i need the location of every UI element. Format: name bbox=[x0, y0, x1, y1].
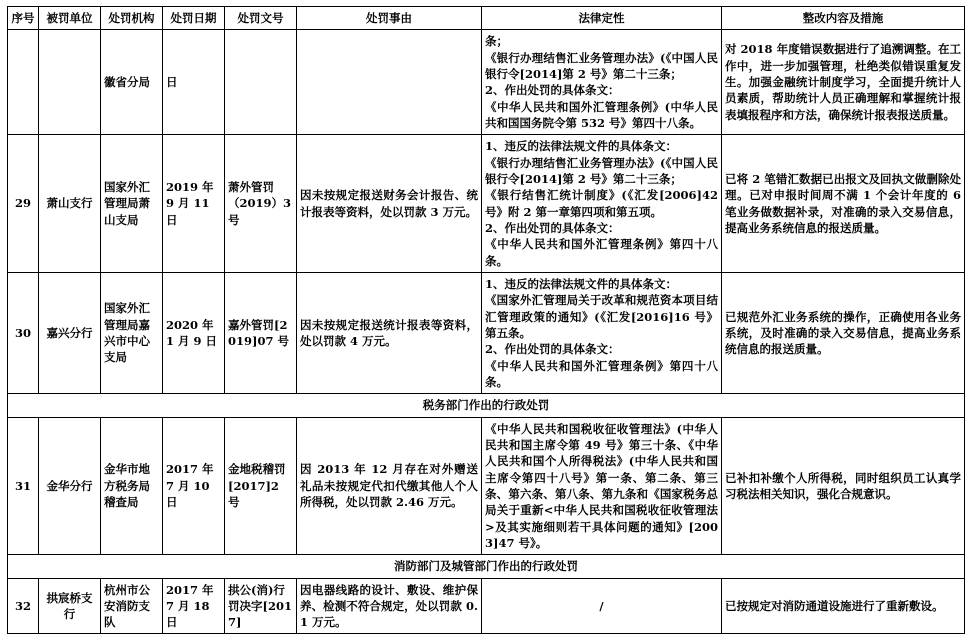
cell-org: 国家外汇管理局萧山支局 bbox=[101, 135, 163, 273]
cell-fix: 已按规定对消防通道设施进行了重新敷设。 bbox=[722, 578, 965, 634]
cell-seq: 30 bbox=[8, 272, 39, 393]
table-header-row bbox=[8, 7, 965, 30]
cell-date: 2017 年 7 月 18 日 bbox=[163, 578, 225, 634]
cell-unit: 拱宸桥支行 bbox=[39, 578, 101, 634]
law-paragraph: 《中华人民共和国外汇管理条例》第四十八条。 bbox=[485, 237, 718, 268]
law-paragraph: 2、作出处罚的具体条文： bbox=[485, 83, 620, 98]
cell-fix: 已规范外汇业务系统的操作，正确使用各业务系统，及时准确的录入交易信息，提高业务系统信息的报送质量。 bbox=[722, 272, 965, 393]
cell-reason: 因 2013 年 12 月存在对外赠送礼品未按规定代扣代缴其他人个人所得税，处以罚款 2.46 万元。 bbox=[297, 417, 482, 555]
law-paragraph: 《国家外汇管理局关于改革和规范资本项目结汇管理政策的通知》(《汇发[2016]16 号》第五条。 bbox=[485, 293, 718, 340]
cell-org: 金华市地方税务局稽查局 bbox=[101, 417, 163, 555]
table-header bbox=[8, 7, 965, 30]
cell-seq: 31 bbox=[8, 417, 39, 555]
cell-reason: 因未按规定报送统计报表等资料，处以罚款 4 万元。 bbox=[297, 272, 482, 393]
law-paragraph: 《银行结售汇统计制度》(《汇发[2006]42 号》附 2 第一章第四项和第五项。 bbox=[485, 188, 718, 219]
cell-unit: 嘉兴分行 bbox=[39, 272, 101, 393]
cell-org: 徽省分局 bbox=[101, 30, 163, 135]
cell-law bbox=[482, 30, 722, 135]
cell-org: 国家外汇管理局嘉兴市中心支局 bbox=[101, 272, 163, 393]
cell-doc: 金地税稽罚[2017]2 号 bbox=[225, 417, 297, 555]
table-body bbox=[8, 30, 965, 634]
table-section-row bbox=[8, 555, 965, 578]
cell-org: 杭州市公安消防支队 bbox=[101, 578, 163, 634]
cell-date: 日 bbox=[163, 30, 225, 135]
cell-law bbox=[482, 272, 722, 393]
cell-date: 2020 年 1 月 9 日 bbox=[163, 272, 225, 393]
table-row bbox=[8, 30, 965, 135]
section-title: 税务部门作出的行政处罚 bbox=[8, 394, 965, 417]
column-header-unit: 被罚单位 bbox=[39, 7, 101, 30]
cell-fix: 已补扣补缴个人所得税，同时组织员工认真学习税法相关知识，强化合规意识。 bbox=[722, 417, 965, 555]
law-paragraph: / bbox=[599, 598, 604, 613]
column-header-law: 法律定性 bbox=[482, 7, 722, 30]
table-row bbox=[8, 272, 965, 393]
cell-unit bbox=[39, 30, 101, 135]
column-header-doc: 处罚文号 bbox=[225, 7, 297, 30]
column-header-reason: 处罚事由 bbox=[297, 7, 482, 30]
section-title: 消防部门及城管部门作出的行政处罚 bbox=[8, 555, 965, 578]
cell-doc: 嘉外管罚[2019]07 号 bbox=[225, 272, 297, 393]
cell-law bbox=[482, 417, 722, 555]
law-paragraph: 《中华人民共和国外汇管理条例》(中华人民共和国国务院令第 532 号》第四十八条。 bbox=[485, 99, 718, 130]
law-paragraph: 2、作出处罚的具体条文： bbox=[485, 220, 620, 235]
cell-date: 2017 年 7 月 10 日 bbox=[163, 417, 225, 555]
cell-fix: 已将 2 笔错汇数据已出报文及回执文做删除处理。已对申报时间周不满 1 个会计年度的 6 笔业务做数据补录，对准确的录入交易信息，提高业务系统信息的报送质量。 bbox=[722, 135, 965, 273]
column-header-seq: 序号 bbox=[8, 7, 39, 30]
column-header-date: 处罚日期 bbox=[163, 7, 225, 30]
law-paragraph: 《银行办理结售汇业务管理办法》(《中国人民银行令[2014]第 2 号》第二十三条； bbox=[485, 155, 718, 186]
table-row bbox=[8, 417, 965, 555]
cell-unit: 金华分行 bbox=[39, 417, 101, 555]
cell-seq: 32 bbox=[8, 578, 39, 634]
law-paragraph: 《中华人民共和国外汇管理条例》第四十八条。 bbox=[485, 358, 718, 389]
cell-reason: 因未按规定报送财务会计报告、统计报表等资料，处以罚款 3 万元。 bbox=[297, 135, 482, 273]
column-header-org: 处罚机构 bbox=[101, 7, 163, 30]
cell-doc bbox=[225, 30, 297, 135]
cell-seq: 29 bbox=[8, 135, 39, 273]
cell-law bbox=[482, 578, 722, 634]
law-paragraph: 条； bbox=[485, 34, 508, 49]
cell-unit: 萧山支行 bbox=[39, 135, 101, 273]
cell-reason: 因电器线路的设计、敷设、维护保养、检测不符合规定，处以罚款 0.1 万元。 bbox=[297, 578, 482, 634]
law-paragraph: 1、违反的法律法规文件的具体条文： bbox=[485, 139, 677, 154]
law-paragraph: 1、违反的法律法规文件的具体条文： bbox=[485, 276, 677, 291]
law-paragraph: 2、作出处罚的具体条文： bbox=[485, 342, 620, 357]
table-row bbox=[8, 578, 965, 634]
cell-seq bbox=[8, 30, 39, 135]
cell-fix: 对 2018 年度错误数据进行了追溯调整。在工作中，进一步加强管理，杜绝类似错误重复发生。加强金融统计制度学习，全面提升统计人员素质，帮助统计人员正确理解和掌握统计报表填报程序和方法，确保统计报表报送质量。 bbox=[722, 30, 965, 135]
penalty-table bbox=[7, 6, 965, 634]
column-header-fix: 整改内容及措施 bbox=[722, 7, 965, 30]
cell-law bbox=[482, 135, 722, 273]
cell-date: 2019 年 9 月 11 日 bbox=[163, 135, 225, 273]
law-paragraph: 《中华人民共和国税收征收管理法》(中华人民共和国主席令第 49 号》第三十条、《中华人民共和国个人所得税法》(中华人民共和国主席令第四十八号》第一条、第二条、第三条、第六条、第八条、第九条和《国家税务总局关于重新<中华人民共和国税收征收管理法>及其实施细则若干具体问题的通知》[2003]47 号》。 bbox=[485, 421, 718, 550]
law-paragraph: 《银行办理结售汇业务管理办法》(《中国人民银行令[2014]第 2 号》第二十三条； bbox=[485, 50, 718, 81]
table-row bbox=[8, 135, 965, 273]
cell-reason bbox=[297, 30, 482, 135]
cell-doc: 萧外管罚（2019）3 号 bbox=[225, 135, 297, 273]
table-section-row bbox=[8, 394, 965, 417]
cell-doc: 拱公(消)行罚决字[2017] bbox=[225, 578, 297, 634]
